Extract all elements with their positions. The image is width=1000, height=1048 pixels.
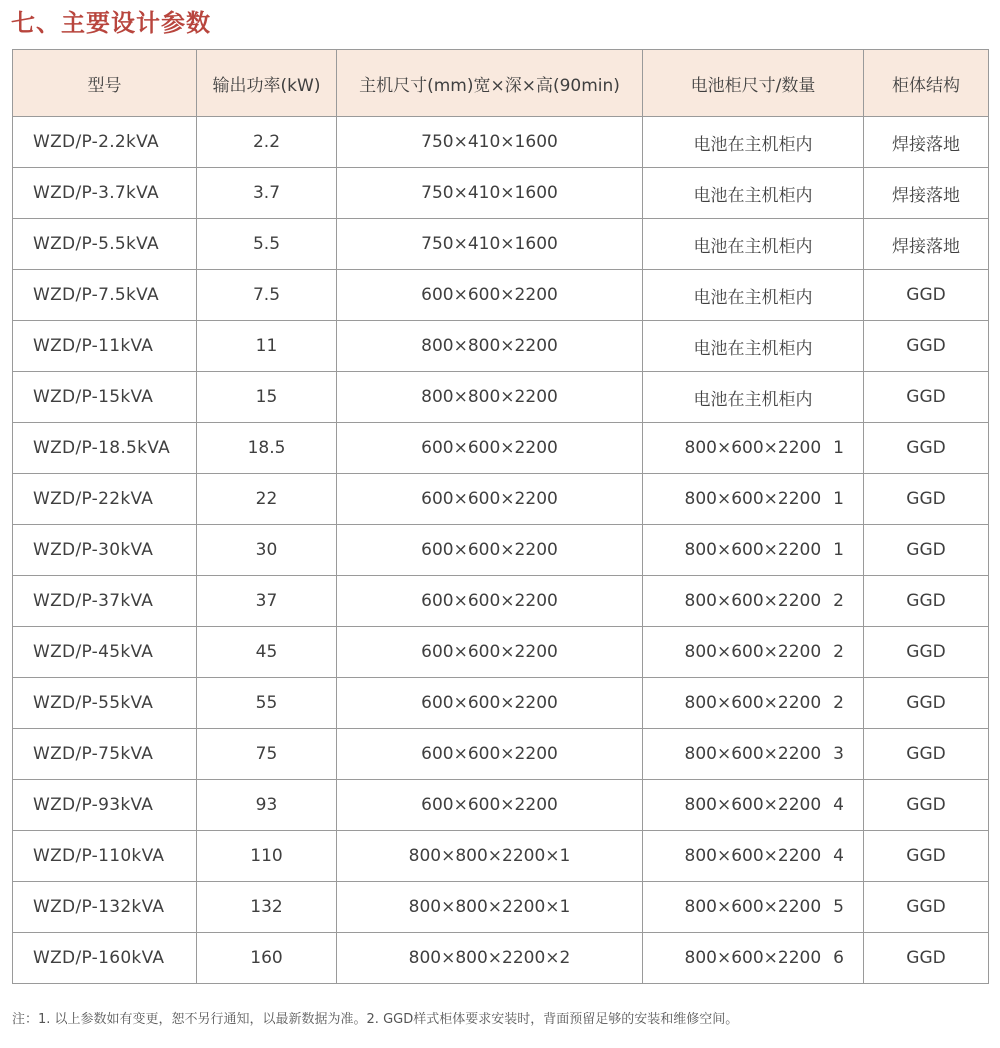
battery-qty: 6 [833,948,844,968]
cell-model: WZD/P-3.7kVA [13,168,197,219]
cell-battery [643,117,864,168]
cell-battery [643,372,864,423]
cell-model: WZD/P-132kVA [13,882,197,933]
cell-structure: GGD [864,831,989,882]
battery-size: 电池在主机柜内 [693,338,813,359]
battery-size: 800×600×2200 [684,642,822,662]
table-row [13,525,989,576]
table-row [13,270,989,321]
cell-power: 15 [197,372,337,423]
cell-power: 37 [197,576,337,627]
cell-power: 22 [197,474,337,525]
cell-battery [643,219,864,270]
battery-size: 800×600×2200 [684,795,822,815]
cell-power: 5.5 [197,219,337,270]
cell-structure: GGD [864,423,989,474]
cell-structure: 焊接落地 [864,219,989,270]
cell-host-size: 600×600×2200 [337,474,643,525]
battery-qty: 5 [833,897,844,917]
battery-size: 电池在主机柜内 [693,236,813,257]
cell-structure: GGD [864,372,989,423]
battery-size: 800×600×2200 [684,489,822,509]
battery-size: 800×600×2200 [684,693,822,713]
battery-qty: 4 [833,846,844,866]
cell-battery [643,168,864,219]
cell-structure: GGD [864,780,989,831]
table-body [13,117,989,984]
cell-structure: 焊接落地 [864,117,989,168]
table-header-row [13,50,989,117]
cell-host-size: 600×600×2200 [337,576,643,627]
header-model: 型号 [13,50,197,117]
cell-host-size: 600×600×2200 [337,270,643,321]
cell-model: WZD/P-110kVA [13,831,197,882]
battery-size: 电池在主机柜内 [693,134,813,155]
battery-qty: 1 [833,489,844,509]
cell-model: WZD/P-75kVA [13,729,197,780]
battery-qty: 1 [833,438,844,458]
cell-host-size: 600×600×2200 [337,627,643,678]
table-row [13,372,989,423]
cell-battery [643,321,864,372]
cell-structure: GGD [864,627,989,678]
cell-battery [643,576,864,627]
cell-model: WZD/P-55kVA [13,678,197,729]
footnote: 注：1. 以上参数如有变更，恕不另行通知，以最新数据为准。2. GGD样式柜体要求安装时，背面预留足够的安装和维修空间。 [12,1012,739,1027]
cell-host-size: 750×410×1600 [337,219,643,270]
battery-size: 电池在主机柜内 [693,389,813,410]
battery-size: 800×600×2200 [684,846,822,866]
battery-size: 800×600×2200 [684,744,822,764]
cell-battery [643,270,864,321]
table-row [13,168,989,219]
cell-structure: GGD [864,576,989,627]
table-row [13,474,989,525]
cell-model: WZD/P-15kVA [13,372,197,423]
table-row [13,117,989,168]
header-battery-cabinet: 电池柜尺寸/数量 [643,50,864,117]
cell-host-size: 600×600×2200 [337,780,643,831]
cell-host-size: 800×800×2200 [337,372,643,423]
table-row [13,576,989,627]
battery-size: 电池在主机柜内 [693,287,813,308]
cell-host-size: 800×800×2200 [337,321,643,372]
cell-model: WZD/P-160kVA [13,933,197,984]
table-row [13,678,989,729]
table-row [13,933,989,984]
cell-model: WZD/P-11kVA [13,321,197,372]
cell-battery [643,474,864,525]
cell-power: 160 [197,933,337,984]
cell-model: WZD/P-7.5kVA [13,270,197,321]
cell-model: WZD/P-2.2kVA [13,117,197,168]
cell-power: 30 [197,525,337,576]
header-host-size: 主机尺寸(mm)宽×深×高(90min) [337,50,643,117]
cell-structure: GGD [864,525,989,576]
battery-qty: 2 [833,642,844,662]
cell-host-size: 600×600×2200 [337,729,643,780]
cell-battery [643,882,864,933]
cell-power: 3.7 [197,168,337,219]
battery-qty: 3 [833,744,844,764]
table-row [13,321,989,372]
cell-structure: GGD [864,270,989,321]
table-row [13,423,989,474]
cell-power: 11 [197,321,337,372]
cell-model: WZD/P-30kVA [13,525,197,576]
battery-size: 800×600×2200 [684,438,822,458]
battery-qty: 1 [833,540,844,560]
cell-structure: GGD [864,882,989,933]
cell-model: WZD/P-5.5kVA [13,219,197,270]
cell-battery [643,780,864,831]
cell-host-size: 600×600×2200 [337,423,643,474]
cell-structure: GGD [864,729,989,780]
section-title: 七、主要设计参数 [11,9,211,37]
cell-battery [643,627,864,678]
cell-power: 2.2 [197,117,337,168]
cell-structure: GGD [864,474,989,525]
cell-host-size: 750×410×1600 [337,168,643,219]
battery-qty: 2 [833,693,844,713]
spec-table [12,49,989,984]
cell-power: 45 [197,627,337,678]
cell-power: 75 [197,729,337,780]
cell-structure: GGD [864,933,989,984]
table-row [13,627,989,678]
cell-battery [643,729,864,780]
battery-size: 800×600×2200 [684,591,822,611]
cell-host-size: 600×600×2200 [337,525,643,576]
cell-battery [643,933,864,984]
cell-structure: GGD [864,678,989,729]
cell-power: 110 [197,831,337,882]
battery-qty: 4 [833,795,844,815]
cell-structure: 焊接落地 [864,168,989,219]
cell-host-size: 800×800×2200×1 [337,882,643,933]
header-structure: 柜体结构 [864,50,989,117]
cell-host-size: 750×410×1600 [337,117,643,168]
battery-size: 800×600×2200 [684,897,822,917]
battery-size: 800×600×2200 [684,948,822,968]
header-power: 输出功率(kW) [197,50,337,117]
cell-structure: GGD [864,321,989,372]
cell-host-size: 800×800×2200×1 [337,831,643,882]
battery-size: 800×600×2200 [684,540,822,560]
cell-power: 55 [197,678,337,729]
cell-power: 18.5 [197,423,337,474]
cell-host-size: 600×600×2200 [337,678,643,729]
cell-power: 93 [197,780,337,831]
battery-size: 电池在主机柜内 [693,185,813,206]
table-row [13,729,989,780]
battery-qty: 2 [833,591,844,611]
cell-model: WZD/P-93kVA [13,780,197,831]
cell-host-size: 800×800×2200×2 [337,933,643,984]
cell-battery [643,831,864,882]
table-row [13,780,989,831]
cell-battery [643,678,864,729]
cell-model: WZD/P-22kVA [13,474,197,525]
cell-battery [643,525,864,576]
table-row [13,219,989,270]
cell-model: WZD/P-37kVA [13,576,197,627]
cell-power: 7.5 [197,270,337,321]
cell-battery [643,423,864,474]
cell-power: 132 [197,882,337,933]
cell-model: WZD/P-45kVA [13,627,197,678]
table-row [13,882,989,933]
cell-model: WZD/P-18.5kVA [13,423,197,474]
table-row [13,831,989,882]
